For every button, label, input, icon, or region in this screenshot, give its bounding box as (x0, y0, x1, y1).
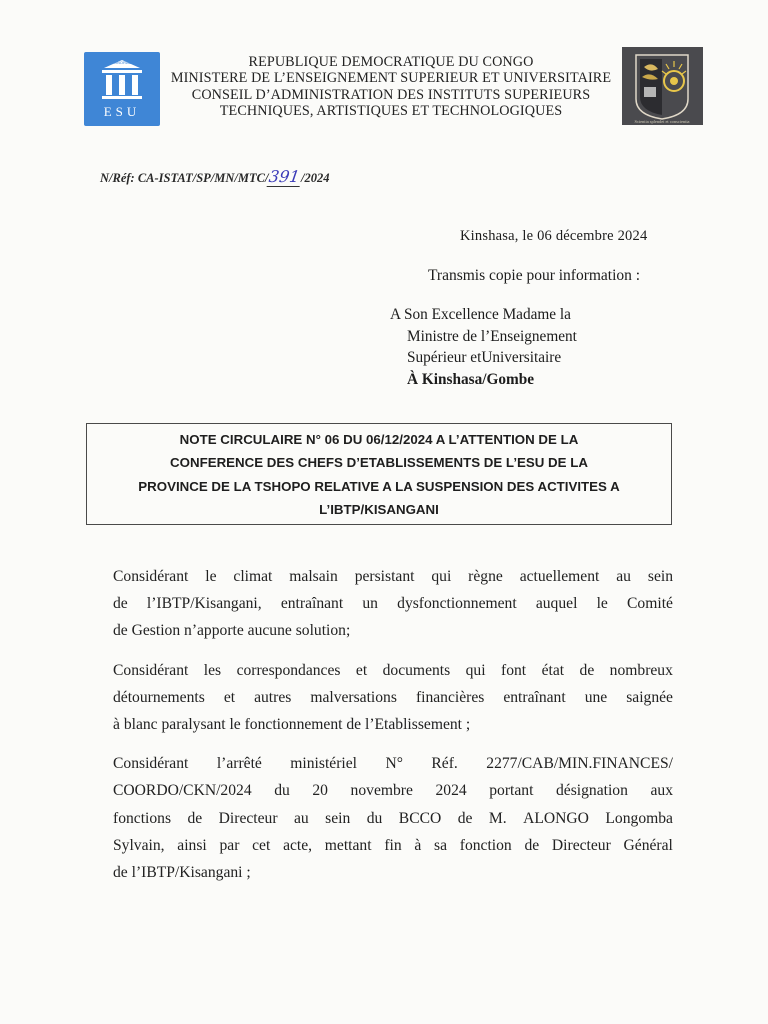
word: Directeur (551, 836, 611, 854)
letterhead (160, 54, 622, 120)
word: détournements (113, 688, 205, 706)
word: malversations (310, 688, 397, 706)
word: et (223, 688, 236, 706)
paragraph (113, 657, 673, 739)
recipient-line: Supérieur etUniversitaire (407, 349, 562, 366)
word: un (362, 595, 378, 613)
word: malsain (289, 568, 338, 585)
title-line: CONFERENCE DES CHEFS D’ETABLISSEMENTS DE L’ESU DE LA (170, 455, 588, 471)
word: climat (233, 568, 273, 585)
word: Comité (627, 595, 673, 613)
word: Considérant (113, 755, 189, 773)
word: COORDO/CKN/2024 (113, 782, 252, 800)
reference-number (100, 167, 329, 187)
word: auquel (535, 595, 578, 613)
word: de (579, 661, 595, 679)
word: règne (468, 568, 503, 585)
word: ainsi (177, 836, 207, 854)
word: documents (382, 661, 451, 679)
word: de (187, 809, 203, 827)
word: fonctions (113, 809, 172, 827)
circular-title-box (86, 423, 672, 525)
letterhead-line: TECHNIQUES, ARTISTIQUES ET TECHNOLOGIQUES (219, 103, 563, 120)
word: ministériel (290, 755, 357, 773)
paragraph-line (113, 563, 673, 590)
body-text (113, 563, 673, 898)
word: nombreux (609, 661, 673, 679)
letterhead-line: REPUBLIQUE DEMOCRATIQUE DU CONGO (248, 54, 534, 70)
word: à (414, 836, 422, 854)
word: entraînant (280, 595, 344, 613)
paragraph-line (113, 657, 673, 684)
paragraph (113, 563, 673, 645)
word: par (219, 836, 240, 854)
institution-seal-icon (622, 47, 703, 125)
word: du (274, 782, 290, 800)
word: Directeur (218, 809, 278, 827)
word: état (541, 661, 565, 679)
word: fin (384, 836, 402, 854)
title-line: L’IBTP/KISANGANI (319, 501, 439, 517)
word: M. (488, 809, 507, 827)
esu-logo (84, 52, 160, 126)
word: correspondances (236, 661, 341, 679)
paragraph-line (113, 832, 673, 859)
reference-prefix: N/Réf: CA-ISTAT/SP/MN/MTC/ (100, 171, 269, 185)
word: au (616, 568, 631, 585)
word: N° (385, 755, 403, 773)
recipient-line: A Son Excellence Madame la (390, 306, 571, 323)
word: qui (465, 661, 486, 679)
paragraph-line (113, 750, 673, 777)
word: Sylvain, (113, 836, 165, 854)
word: 2024 (435, 782, 467, 800)
paragraph-line: de Gestion n’apporte aucune solution; (113, 622, 351, 640)
word: l’IBTP/Kisangani, (146, 595, 262, 613)
word: saignée (626, 688, 673, 706)
word: acte, (283, 836, 313, 854)
word: ALONGO (523, 809, 589, 827)
word: cet (252, 836, 271, 854)
paragraph-line (113, 684, 673, 711)
paragraph-line (113, 805, 673, 832)
word: 2277/CAB/MIN.FINANCES/ (486, 755, 673, 773)
recipient-block (390, 304, 577, 390)
letterhead-line: CONSEIL D’ADMINISTRATION DES INSTITUTS SUPERIEURS (191, 86, 591, 103)
word: actuellement (519, 568, 600, 585)
esu-logo-top-text: IGNORAS (112, 60, 132, 65)
recipient-location: À Kinshasa/Gombe (407, 370, 535, 388)
word: qui (431, 568, 452, 585)
word: font (501, 661, 527, 679)
handwritten-number: 391 (268, 167, 302, 186)
paragraph-line (113, 777, 673, 804)
word: autres (254, 688, 292, 706)
date-line: Kinshasa, le 06 décembre 2024 (460, 228, 648, 244)
word: Longomba (605, 809, 673, 827)
word: entraînant (503, 688, 566, 706)
paragraph-line (113, 590, 673, 617)
word: les (203, 661, 222, 679)
word: dysfonctionnement (397, 595, 517, 613)
word: au (294, 809, 309, 827)
seal-motto: Scientia splendet et conscientia (634, 119, 690, 124)
word: le (596, 595, 608, 613)
reference-suffix: /2024 (300, 171, 330, 185)
paragraph-line: de l’IBTP/Kisangani ; (113, 864, 251, 882)
institution-seal (622, 47, 703, 125)
word: aux (650, 782, 673, 800)
word: l’arrêté (216, 755, 262, 773)
word: fonction (459, 836, 512, 854)
word: BCCO (398, 809, 442, 827)
word: de (524, 836, 540, 854)
title-line: PROVINCE DE LA TSHOPO RELATIVE A LA SUSPENSION DES ACTIVITES A (138, 478, 620, 494)
transmis-line: Transmis copie pour information : (428, 267, 641, 284)
word: et (355, 661, 368, 679)
word: sa (434, 836, 448, 854)
word: Réf. (431, 755, 458, 773)
word: portant (489, 782, 534, 800)
recipient-line: Ministre de l’Enseignement (407, 327, 577, 345)
word: désignation (556, 782, 628, 800)
word: sein (647, 568, 673, 585)
esu-logo-icon (84, 52, 160, 126)
title-line: NOTE CIRCULAIRE N° 06 DU 06/12/2024 A L’ATTENTION DE LA (179, 432, 579, 447)
word: novembre (350, 782, 413, 800)
paragraph-line: à blanc paralysant le fonctionnement de l’Etablissement ; (113, 716, 471, 734)
letterhead-line: MINISTERE DE L’ENSEIGNEMENT SUPERIEUR ET UNIVERSITAIRE (170, 70, 612, 87)
word: du (366, 809, 383, 827)
word: mettant (324, 836, 372, 854)
word: Considérant (113, 661, 189, 679)
esu-logo-letters: ESU (103, 104, 141, 119)
word: de (113, 595, 128, 613)
word: une (584, 688, 608, 706)
word: sein (325, 809, 351, 827)
word: le (205, 568, 217, 585)
word: de (457, 809, 473, 827)
word: financières (415, 688, 485, 706)
word: persistant (354, 568, 415, 585)
word: 20 (312, 782, 328, 800)
paragraph (113, 750, 673, 886)
word: Considérant (113, 568, 189, 585)
word: Général (623, 836, 673, 854)
